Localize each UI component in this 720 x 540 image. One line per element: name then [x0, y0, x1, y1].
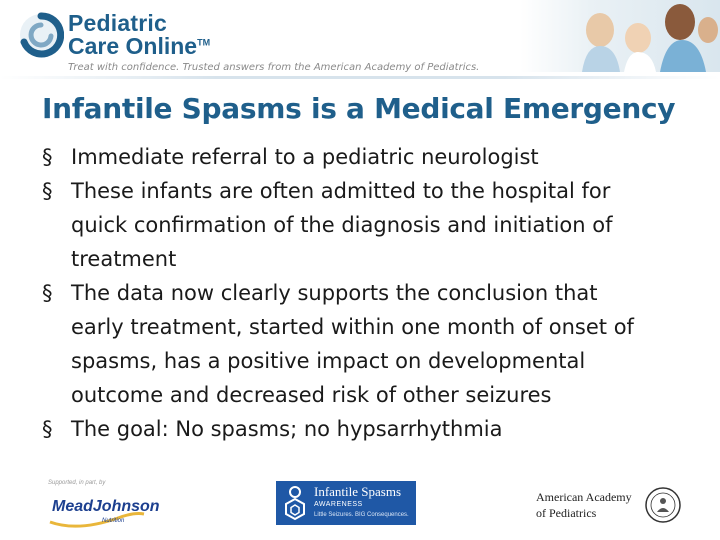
awareness-tagline: Little Seizures. BIG Consequences. — [314, 512, 409, 518]
clinicians-photo — [520, 0, 720, 72]
bullet-marker: § — [42, 179, 53, 203]
header-divider — [0, 76, 720, 79]
tagline: Treat with confidence. Trusted answers from the American Academy of Pediatrics. — [68, 62, 480, 73]
slide-title: Infantile Spasms is a Medical Emergency — [42, 92, 676, 125]
bullet-text-line: The data now clearly supports the conclusion that — [71, 281, 598, 305]
mead-johnson-logo — [48, 480, 160, 530]
sponsor-name: MeadJohnson — [52, 498, 160, 515]
bullet-item — [42, 174, 702, 276]
footer — [0, 474, 720, 540]
infantile-spasms-awareness-logo — [276, 481, 416, 525]
bullet-item — [42, 412, 702, 446]
bullet-text-line: treatment — [71, 247, 177, 271]
aap-name-line1: American Academy — [536, 490, 632, 504]
bullet-item — [42, 140, 702, 174]
awareness-title: Infantile Spasms — [314, 484, 402, 499]
brand-name-line2: Care Online™ — [68, 33, 211, 59]
bullet-item — [42, 276, 702, 412]
bullet-text-line: The goal: No spasms; no hypsarrhythmia — [71, 417, 503, 441]
bullet-text-line: early treatment, started within one month of onset of — [71, 315, 634, 339]
bullet-text-line: quick confirmation of the diagnosis and initiation of — [71, 213, 613, 237]
bullet-text-line: Immediate referral to a pediatric neurologist — [71, 145, 539, 169]
brand-name-line1: Pediatric — [68, 10, 167, 36]
hexagon-figures-icon — [280, 485, 310, 521]
header — [0, 0, 720, 80]
bullet-marker: § — [42, 281, 53, 305]
bullet-text-line: spasms, has a positive impact on developmental — [71, 349, 586, 373]
sponsor-subtitle: Nutrition — [102, 518, 125, 524]
bullet-text-line: outcome and decreased risk of other seizures — [71, 383, 552, 407]
bullet-marker: § — [42, 417, 53, 441]
awareness-label: AWARENESS — [314, 501, 363, 508]
sponsor-caption: Supported, in part, by — [48, 480, 106, 486]
bullet-text-line: These infants are often admitted to the hospital for — [71, 179, 611, 203]
aap-seal-icon — [644, 486, 682, 524]
bullet-marker: § — [42, 145, 53, 169]
aap-name-line2: of Pediatrics — [536, 506, 597, 520]
swirl-logo-icon — [18, 12, 64, 58]
bullet-list — [42, 140, 702, 446]
trademark-mark: TM — [197, 37, 211, 48]
aap-logo — [536, 486, 716, 526]
